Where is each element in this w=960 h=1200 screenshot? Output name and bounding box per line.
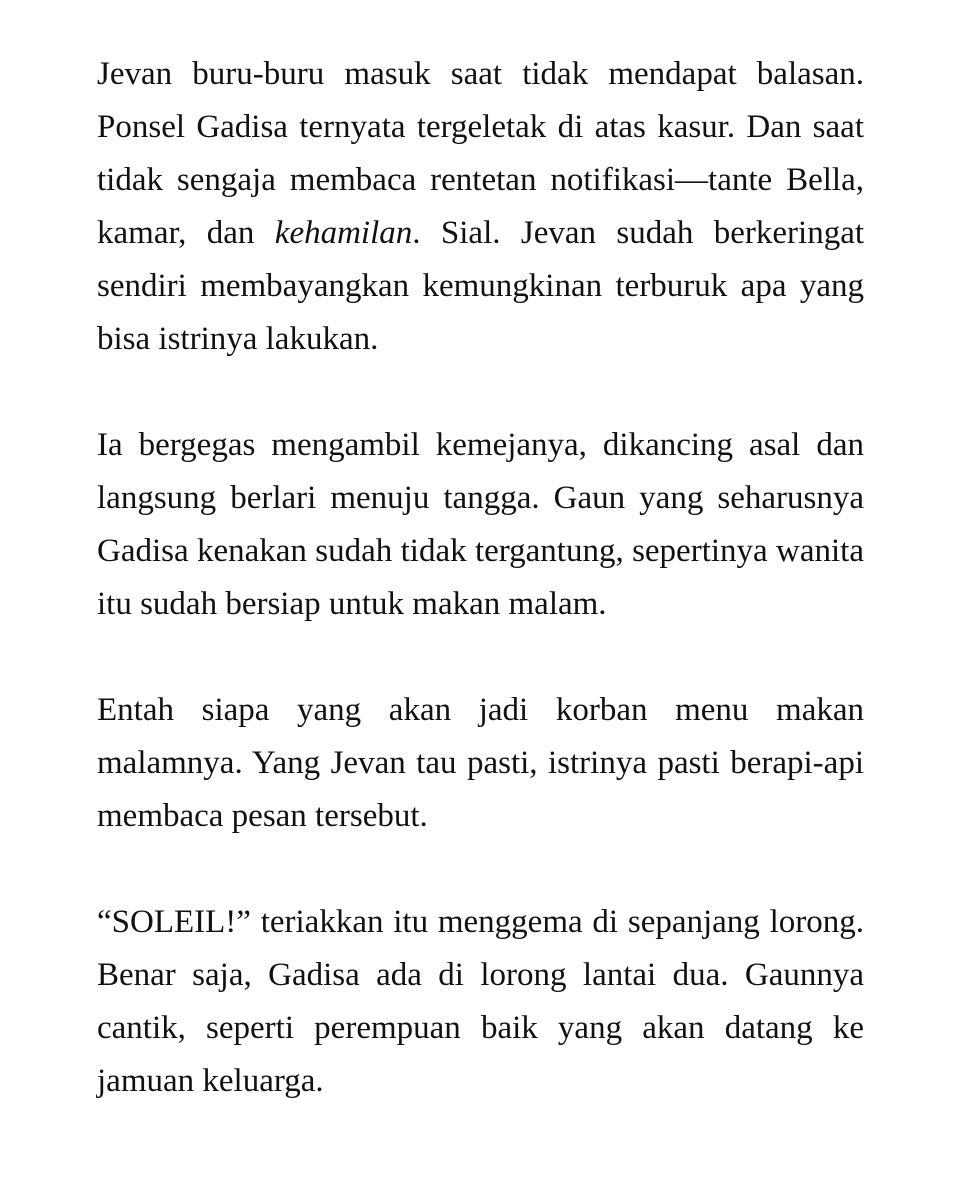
paragraph-4: “SOLEIL!” teriakkan itu menggema di sepanjang lorong. Benar saja, Gadisa ada di lorong lantai dua. Gaunnya cantik, seperti perempuan baik yang akan datang ke jamuan keluarga. bbox=[97, 904, 864, 1099]
paragraph-1-text-start: Jevan buru-buru masuk saat tidak mendapat balasan. Ponsel Gadisa ternyata tergeletak di atas kasur. Dan saat tidak sengaja membaca rentetan notifikasi—tante Bella, kamar, dan bbox=[97, 56, 864, 251]
emphasis-kehamilan: kehamilan bbox=[274, 215, 413, 251]
story-page bbox=[97, 48, 864, 1108]
paragraph-2: Ia bergegas mengambil kemejanya, dikancing asal dan langsung berlari menuju tangga. Gaun yang seharusnya Gadisa kenakan sudah tidak tergantung, sepertinya wanita itu sudah bersiap untuk makan malam. bbox=[97, 427, 864, 622]
paragraph-1-text-end: . Sial. Jevan sudah berkeringat sendiri membayangkan kemungkinan terburuk apa yang bisa istrinya lakukan. bbox=[97, 215, 865, 357]
paragraph-3: Entah siapa yang akan jadi korban menu makan malamnya. Yang Jevan tau pasti, istrinya pasti berapi-api membaca pesan tersebut. bbox=[97, 692, 864, 834]
paragraph-1 bbox=[97, 48, 864, 366]
